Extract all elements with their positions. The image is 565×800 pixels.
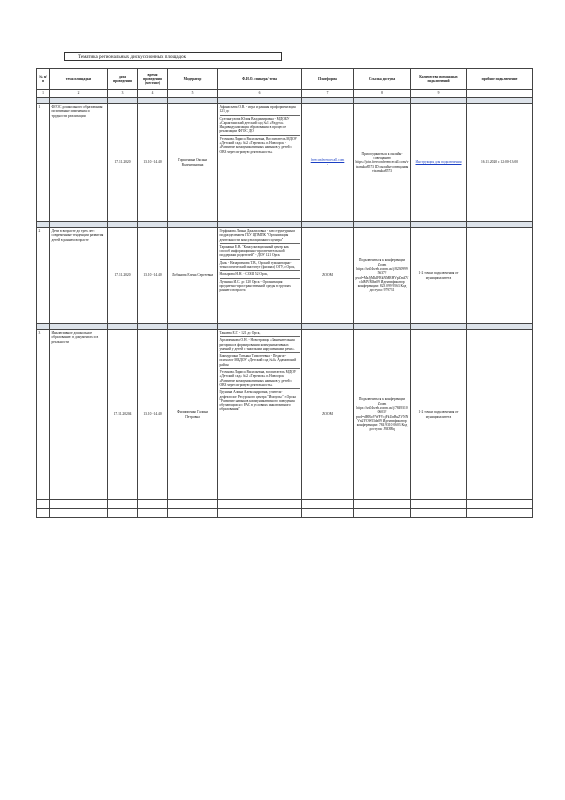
platform-link[interactable]: freeconferencecall.com [310, 158, 345, 163]
row-date: 17.11.2020 [108, 104, 138, 222]
col-num-6: 6 [218, 90, 302, 98]
speaker-item: Герфанова Лиана Джалиловна - зав структурным подразделением ГБУ ЦПМПК "Организация деятельности консультационного центра" [220, 229, 300, 244]
header-num: № п/п [37, 69, 50, 90]
row-test [467, 330, 533, 500]
empty-row [37, 509, 533, 518]
col-num-5: 5 [168, 90, 218, 98]
col-num-3: 3 [108, 90, 138, 98]
page-title: Тематика региональных дискуссионных площадок [78, 55, 187, 60]
row-moderator: Лобанова Елена Сергеевна [168, 228, 218, 324]
speaker-item: Султангулова Юлия Владимировна - МДОБУ «Саракташский детский сад №1 «Радуга» Индивидуализация образования в процессе реализации ФГОС ДО [220, 117, 300, 136]
header-row [37, 69, 533, 90]
col-num-1: 1 [37, 90, 50, 98]
row-time: 13.10 -14.40 [138, 104, 168, 222]
instruction-link[interactable]: Инструкция для подключения [415, 160, 462, 165]
speaker-item: Насырова Н.Н. - СОШ 52 Орск, [220, 272, 300, 278]
header-speaker: Ф.И.О. спикера/ тема [218, 69, 302, 90]
header-count: Количество возможных подключений [411, 69, 467, 90]
row-access-link[interactable]: Подключиться к конференции Zoom https://us04web.zoom.us/j/78493100603?pwd=dHBoVWFVcjFkUnBuZVNNVn2YOWl3dz09 Идентификатор конференции: 784 9310 0603 Код доступа: J9Z8Bq [354, 330, 411, 500]
row-topic: Дети в возрасте до трех лет: современные тенденции развития детей в раннем возрасте [50, 228, 108, 324]
row-moderator: Филиппенко Галина Петровна [168, 330, 218, 500]
column-number-row [37, 90, 533, 98]
speaker-item: Бикмурзина Татьяна Тимотеевна - Педагог- психолог МБДОУ «Детский сад №4» Адамовский район [220, 354, 300, 369]
speaker-item: Лучкина И.С. дс 120 Орск - Организация предметно-пространственной среды в группах раннего возраста [219, 279, 291, 293]
row-num: 2 [37, 228, 50, 324]
row-time: 13.10 -14.40 [138, 228, 168, 324]
header-time: время проведения (местное) [138, 69, 168, 90]
header-link: Ссылка доступа [354, 69, 411, 90]
speaker-item: Уточкова Лариса Васильевна, воспитатель МДОУ «Детский сад» №2 «Теремок» п.Новоорск «Развитие коммуникативных навыков у детей с ОВЗ через игровую деятельность» [220, 370, 300, 389]
header-topic: тема площадки [50, 69, 108, 90]
row-count: 1-2 точки подключения от муниципалитета [411, 228, 467, 324]
speaker-item: Грунина Алина Александровна, учитель-дефектолог Ресурсного центра "Импульс" г.Орска "Развитие навыков коммуникативного поведения обучающихся с РАС в условиях инклюзивного образования" [219, 390, 296, 412]
row-num: 3 [37, 330, 50, 500]
table-row [37, 104, 533, 222]
row-speakers [218, 228, 302, 324]
row-platform: ZOOM [302, 228, 354, 324]
col-num-8: 8 [354, 90, 411, 98]
row-count: 1-2 точки подключения от муниципалитета [411, 330, 467, 500]
row-speakers [218, 330, 302, 500]
speaker-item: Архипенкова О.Н. - Новотроицк «Занимательная риторика в формировании коммуникативных умений у детей с тяжелыми нарушениями речи». [220, 338, 300, 353]
col-num-7: 7 [302, 90, 354, 98]
sessions-table [36, 68, 533, 518]
speaker-item: Танаева Е.Г. - 121 дс Орск, [220, 331, 300, 337]
speaker-item: Афанасьева О.В. - игра и ранняя профориентация 121 дс [220, 105, 300, 116]
header-platform: Платформа [302, 69, 354, 90]
row-speakers [218, 104, 302, 222]
empty-row [37, 500, 533, 509]
row-moderator: Горшенина Оксана Валентиновна [168, 104, 218, 222]
row-topic: Инклюзивное дошкольное образование: в документах и в реальности [50, 330, 108, 500]
row-num: 1 [37, 104, 50, 222]
row-access-link[interactable]: Присоединиться к онлайн-совещанию https://join.freeconferencecall.com/vtsanuka8573 ID онлайн-совещания vtsanuka8573 [354, 104, 411, 222]
row-platform [302, 104, 354, 222]
col-num-2: 2 [50, 90, 108, 98]
col-num-4: 4 [138, 90, 168, 98]
row-count [411, 104, 467, 222]
title-box [64, 52, 282, 61]
table-row [37, 330, 533, 500]
speaker-item: Даль - Назарпенова Т.В., Орский гуманитарно-технологический институт (филиал) ОГУ, г.Орск, [220, 261, 300, 272]
row-topic: ФГОС дошкольного образования: позитивные изменения и трудности реализации [50, 104, 108, 222]
header-test: пробное подключение [467, 69, 533, 90]
col-num-10 [467, 90, 533, 98]
row-time: 13.10 -14.40 [138, 330, 168, 500]
row-date: 17.11.2020 [108, 228, 138, 324]
header-moderator: Модератор [168, 69, 218, 90]
platform-dash: - [326, 162, 329, 167]
speaker-item: Таранина Е.В. "Консультационный центр как способ информационно-просветительской поддержки родителей" - ДОУ 121 Орск [220, 245, 300, 260]
col-num-9: 9 [411, 90, 467, 98]
speaker-item: Уточкова Лариса Васильевна, Воспитатель МДОУ «Детский сад» №2 «Теремок» п.Новоорск - «Развитие коммуникативных навыков у детей с ОВЗ через игровую деятельность» [219, 136, 297, 154]
row-test [467, 228, 533, 324]
row-platform: ZOOM [302, 330, 354, 500]
row-access-link[interactable]: Подключиться к конференции Zoom https://us04web.zoom.us/j/82309995637?pwd=MzJjMkJFRkNMRHVpZmZVcldMVRlbz09 Идентификатор конференции: 823 099 9563 Код доступа: 979731 [354, 228, 411, 324]
row-test: 16.11.2020 с 12:00-13:00 [467, 104, 533, 222]
header-date: дата проведения [108, 69, 138, 90]
table-row [37, 228, 533, 324]
row-date: 17.11.20204 [108, 330, 138, 500]
